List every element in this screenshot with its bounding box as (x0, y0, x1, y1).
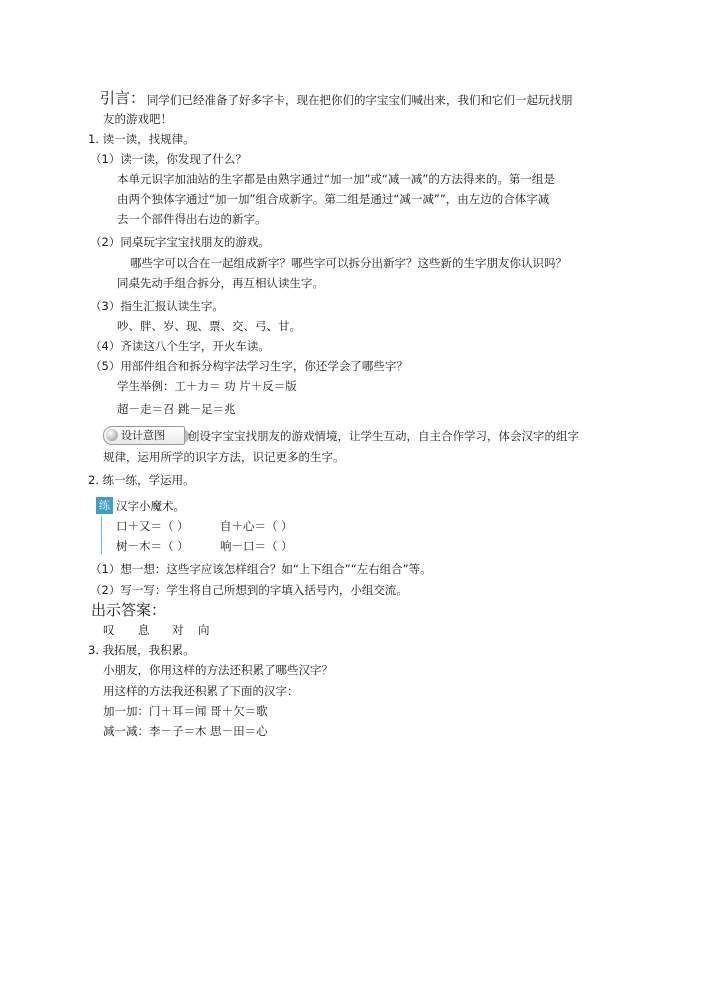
section-1-title: 1. 读一读，找规律。 (88, 132, 195, 146)
section-3-add-line: 加一加：门＋耳＝闻 哥＋欠＝歌 (103, 704, 268, 718)
item-2-title: （2）同桌玩字宝宝找朋友的游戏。 (90, 235, 270, 249)
design-intent-line-2: 规律，运用所学的识字方法，识记更多的生字。 (103, 450, 345, 464)
item-5-example-1: 学生举例：工＋力＝ 功 片＋反＝版 (117, 379, 297, 393)
step-2: （2）写一写：学生将自己所想到的字填入括号内，小组交流。 (90, 583, 408, 597)
equation-2b: 响－口＝（ ） (220, 539, 293, 553)
equation-1a: 口＋又＝（ ） (116, 519, 189, 533)
design-intent-line-1: 创设字宝宝找朋友的游戏情境，让学生互动，自主合作学习，体会汉字的组字 (188, 429, 579, 443)
bullet-icon (106, 429, 118, 441)
item-1-line-2: 由两个独体字通过“加一加”组合成新字。第二组是通过“减一减””，由左边的合体字减 (117, 192, 550, 206)
item-1-title: （1）读一读，你发现了什么？ (90, 152, 247, 166)
intro-label: 引言： (100, 89, 146, 107)
exercise-icon: 练 (96, 497, 113, 514)
answer-4: 向 (198, 623, 210, 637)
item-2-line-1: 哪些字可以合在一起组成新字？哪些字可以拆分出新字？这些新的生字朋友你认识吗？ (130, 256, 567, 270)
equation-2a: 树－木＝（ ） (116, 539, 189, 553)
item-2-line-2: 同桌先动手组合拆分，再互相认读生字。 (117, 276, 324, 290)
section-3-sub-line: 减一减：李－子＝木 思－田＝心 (103, 724, 268, 738)
item-1-line-3: 去一个部件得出右边的新字。 (117, 212, 267, 226)
section-3-title: 3. 我拓展，我积累。 (88, 643, 195, 657)
section-3-lead: 用这样的方法我还积累了下面的汉字： (103, 684, 299, 698)
item-5-example-2: 超－走＝召 跳－足＝兆 (117, 402, 236, 416)
design-intent-badge-label: 设计意图 (121, 429, 165, 442)
item-4-title: （4）齐读这八个生字，开火车读。 (90, 339, 270, 353)
item-1-line-1: 本单元识字加油站的生字都是由熟字通过“加一加”或“减一减”的方法得来的。第一组是 (117, 172, 555, 186)
answer-1: 叹 (103, 623, 115, 637)
answer-3: 对 (172, 623, 184, 637)
intro-text-line-1: 同学们已经准备了好多字卡，现在把你们的字宝宝们喊出来，我们和它们一起玩找朋 (147, 93, 573, 107)
equation-1b: 自＋心＝（ ） (220, 519, 293, 533)
answer-2: 息 (138, 623, 150, 637)
section-3-question: 小朋友，你用这样的方法还积累了哪些汉字？ (103, 663, 333, 677)
item-3-chars: 吵、胖、岁、现、票、交、弓、甘。 (117, 319, 301, 333)
exercise-divider (101, 516, 102, 554)
answer-label: 出示答案： (91, 601, 167, 619)
section-2-title: 2. 练一练，学运用。 (88, 473, 195, 487)
item-3-title: （3）指生汇报认读生字。 (90, 299, 224, 313)
step-1: （1）想一想：这些字应该怎样组合？如“上下组合”“左右组合”等。 (90, 562, 432, 576)
intro-text-line-2: 友的游戏吧！ (103, 112, 172, 126)
design-intent-badge (103, 426, 185, 445)
item-5-title: （5）用部件组合和拆分构字法学习生字，你还学会了哪些字？ (90, 359, 408, 373)
exercise-title: 汉字小魔术。 (116, 499, 185, 513)
